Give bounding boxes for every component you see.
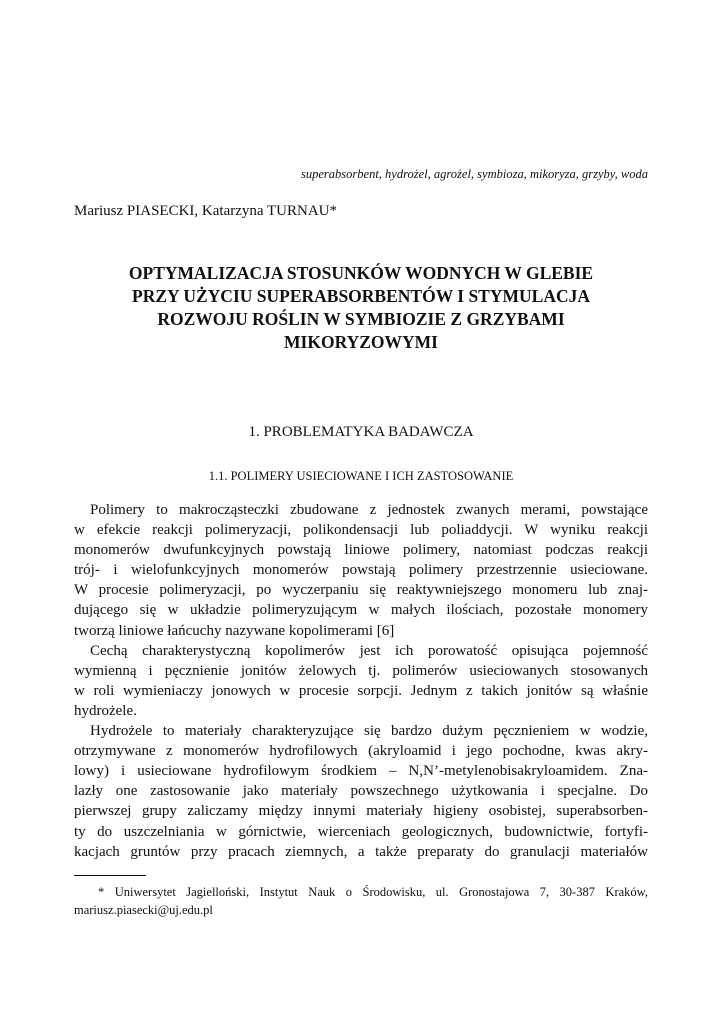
body-line: kacjach gruntów przy pracach ziemnych, a także preparaty do granulacji materiałów: [74, 843, 648, 860]
body-line: w efekcie reakcji polimeryzacji, polikondensacji lub poliaddycji. W wyniku reakcji: [74, 522, 648, 539]
subsection-heading: 1.1. POLIMERY USIECIOWANE I ICH ZASTOSOWANIE: [208, 469, 514, 483]
title-line: PRZY UŻYCIU SUPERABSORBENTÓW I STYMULACJA: [132, 286, 590, 306]
section-heading: 1. PROBLEMATYKA BADAWCZA: [248, 424, 474, 440]
body-text: [74, 500, 648, 862]
body-line: Polimery to makrocząsteczki zbudowane z jednostek zwanych merami, powstające: [90, 502, 648, 518]
title-line: MIKORYZOWYMI: [284, 332, 438, 352]
keywords-line: superabsorbent, hydrożel, agrożel, symbioza, mikoryza, grzyby, woda: [301, 167, 648, 181]
body-line: dującego się w układzie polimeryzującym w małych ilościach, pozostałe monomery: [74, 602, 648, 619]
footnote: [74, 883, 648, 919]
authors-line: Mariusz PIASECKI, Katarzyna TURNAU*: [74, 203, 338, 219]
footnote-email: mariusz.piasecki@uj.edu.pl: [74, 903, 213, 917]
body-line: Hydrożele to materiały charakteryzujące się bardzo dużym pęcznieniem w wodzie,: [90, 723, 648, 740]
body-line: otrzymywane z monomerów hydrofilowych (akryloamid i jego pochodne, kwas akry-: [74, 743, 648, 760]
body-line: monomerów dwufunkcyjnych powstają liniowe polimery, natomiast podczas reakcji: [74, 542, 648, 559]
body-line: hydrożele.: [74, 702, 137, 719]
footnote-affiliation: * Uniwersytet Jagielloński, Instytut Nauk o Środowisku, ul. Gronostajowa 7, 30-387 Kraków,: [98, 885, 648, 899]
body-line: w roli wymieniaczy jonowych w procesie sorpcji. Jednym z takich jonitów są właśnie: [74, 682, 648, 699]
body-line: tworzą liniowe łańcuchy nazywane kopolimerami [6]: [74, 622, 395, 639]
body-line: W procesie polimeryzacji, po wyczerpaniu się reaktywniejszego monomeru lub znaj-: [74, 582, 648, 599]
body-line: lazły one zastosowanie jako materiały powszechnego użytkowania i specjalne. Do: [74, 783, 648, 800]
body-line: ty do uszczelniania w górnictwie, wierceniach geologicznych, budownictwie, fortyfi-: [74, 823, 648, 840]
body-line: Cechą charakterystyczną kopolimerów jest ich porowatość opisująca pojemność: [90, 642, 648, 659]
footnote-divider: [74, 875, 146, 876]
title-line: OPTYMALIZACJA STOSUNKÓW WODNYCH W GLEBIE: [128, 263, 594, 283]
body-line: trój- i wielofunkcyjnych monomerów powstają polimery przestrzennie usieciowane.: [74, 562, 648, 579]
body-line: pierwszej grupy zaliczamy między innymi materiały higieny osobistej, superabsorben-: [74, 803, 648, 820]
body-line: lowy) i usieciowane hydrofilowym środkiem – N,N’-metylenobisakryloamidem. Zna-: [74, 763, 648, 780]
body-line: wymienną i pęcznienie jonitów żelowych tj. polimerów usieciowanych stosowanych: [74, 662, 648, 679]
paper-title: [74, 262, 648, 354]
title-line: ROZWOJU ROŚLIN W SYMBIOZIE Z GRZYBAMI: [157, 309, 565, 329]
